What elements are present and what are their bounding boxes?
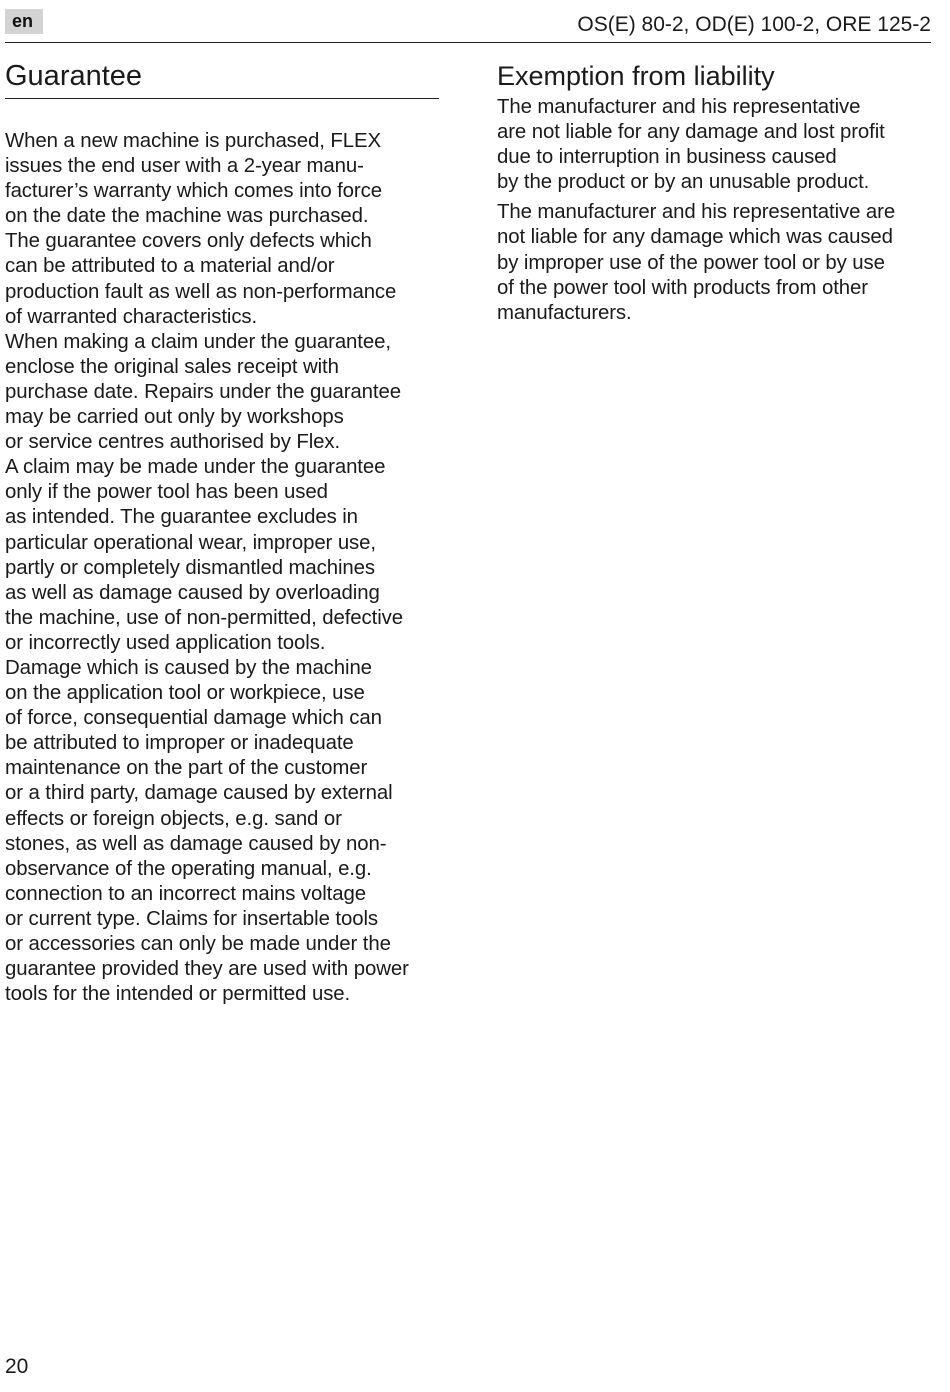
guarantee-line: or service centres authorised by Flex.: [5, 431, 341, 454]
guarantee-line: as well as damage caused by overloading: [5, 581, 380, 604]
exemption-line: The manufacturer and his representative are: [497, 201, 896, 224]
guarantee-line: may be carried out only by workshops: [5, 406, 344, 429]
exemption-line: manufacturers.: [497, 301, 632, 324]
guarantee-line: purchase date. Repairs under the guarantee: [5, 380, 401, 403]
exemption-line: by the product or by an unusable product.: [497, 171, 870, 194]
language-badge: en: [5, 9, 43, 34]
guarantee-line: as intended. The guarantee excludes in: [5, 506, 358, 529]
exemption-paragraph-2: [497, 200, 933, 325]
guarantee-line: stones, as well as damage caused by non-: [5, 832, 387, 855]
guarantee-line: issues the end user with a 2-year manu-: [5, 155, 364, 178]
guarantee-line: observance of the operating manual, e.g.: [5, 857, 372, 880]
guarantee-line: A claim may be made under the guarantee: [5, 456, 386, 479]
guarantee-line: or accessories can only be made under the: [5, 933, 391, 955]
exemption-section: [497, 58, 933, 326]
exemption-line: by improper use of the power tool or by use: [497, 251, 885, 274]
guarantee-line: on the date the machine was purchased.: [5, 205, 369, 228]
guarantee-line: partly or completely dismantled machines: [5, 556, 375, 579]
guarantee-line: or a third party, damage caused by external: [5, 782, 393, 805]
guarantee-line: The guarantee covers only defects which: [5, 230, 372, 253]
guarantee-line: When making a claim under the guarantee,: [5, 330, 391, 353]
guarantee-line: or current type. Claims for insertable tools: [5, 907, 378, 930]
exemption-line: not liable for any damage which was caused: [497, 226, 893, 249]
guarantee-line: guarantee provided they are used with power: [5, 958, 409, 981]
guarantee-line: tools for the intended or permitted use.: [5, 983, 351, 1006]
guarantee-line: When a new machine is purchased, FLEX: [5, 130, 381, 152]
guarantee-line: of force, consequential damage which can: [5, 707, 382, 730]
guarantee-line: only if the power tool has been used: [5, 481, 328, 504]
guarantee-line: on the application tool or workpiece, use: [5, 682, 365, 705]
header-divider: [5, 42, 931, 43]
guarantee-line: enclose the original sales receipt with: [5, 355, 339, 378]
exemption-paragraph-1: [497, 95, 933, 195]
guarantee-body: [5, 129, 441, 1007]
exemption-line: are not liable for any damage and lost profit: [497, 121, 885, 144]
guarantee-line: effects or foreign objects, e.g. sand or: [5, 807, 342, 830]
guarantee-line: maintenance on the part of the customer: [5, 757, 368, 780]
exemption-line: The manufacturer and his representative: [497, 96, 861, 118]
guarantee-line: the machine, use of non-permitted, defective: [5, 606, 403, 629]
exemption-title: Exemption from liability: [497, 61, 775, 91]
guarantee-line: or incorrectly used application tools.: [5, 631, 326, 654]
guarantee-title: Guarantee: [5, 58, 439, 99]
guarantee-line: be attributed to improper or inadequate: [5, 732, 354, 755]
exemption-line: of the power tool with products from other: [497, 276, 868, 299]
guarantee-line: connection to an incorrect mains voltage: [5, 882, 366, 905]
guarantee-line: can be attributed to a material and/or: [5, 255, 335, 278]
guarantee-line: facturer’s warranty which comes into force: [5, 180, 382, 203]
guarantee-line: of warranted characteristics.: [5, 305, 258, 328]
guarantee-line: Damage which is caused by the machine: [5, 656, 372, 679]
guarantee-line: production fault as well as non-performance: [5, 280, 397, 303]
model-header: OS(E) 80-2, OD(E) 100-2, ORE 125-2: [577, 13, 931, 36]
guarantee-section: [5, 58, 441, 1007]
exemption-line: due to interruption in business caused: [497, 146, 837, 169]
page-number: 20: [5, 1355, 29, 1378]
guarantee-line: particular operational wear, improper use,: [5, 531, 376, 554]
